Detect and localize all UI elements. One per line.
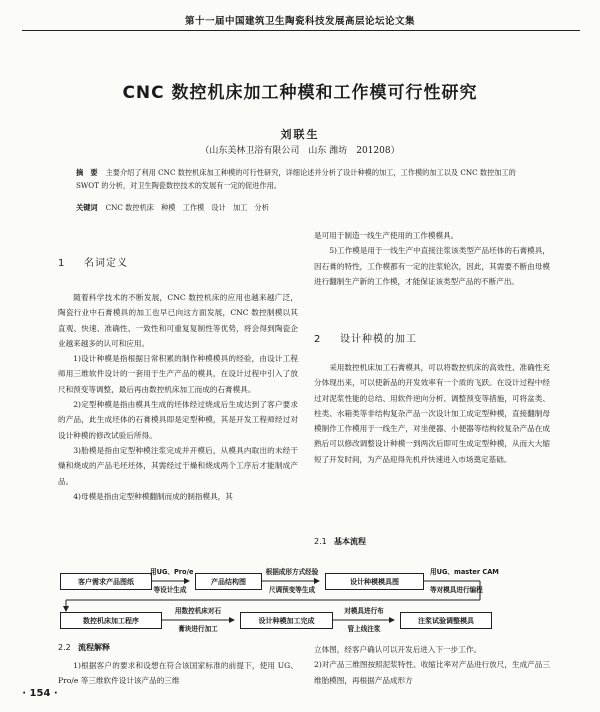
- paragraph: 采用数控机床加工石膏模具，可以将数控机床的高效性、准确性充分体现出来，可以使新品的开发效率有一个质的飞跃。在设计过程中经过对泥浆性能的总结、用软件逆向分析、调整预变等措施，可将盆类、柱类、水箱类等非结构复杂产品一次设计加工成定型种模，直接翻制母模制作工作模用于一线生产，对坐便器、小便器等结构较复杂产品在成熟后可以修改调整设计种模一到两次后即可生成定型种模，从而大大缩短了开发时间，为产品迎得先机并快速进入市场奠定基础。: [314, 363, 550, 464]
- subsection-2-2-heading: [58, 642, 110, 653]
- flow-label: 用数控机床对石: [174, 607, 222, 615]
- flow-box-customer-drawing: 客户需求产品图纸: [60, 573, 152, 590]
- paragraph: 是可用于制造一线生产使用的工作模模具。: [314, 231, 459, 240]
- bottom-right-text: 立体图，经客户确认可以开发后进入下一步工作。 2)对产品三维图按照泥浆特性、收缩比率对产品进行放尺，生成产品三维胎模图，再根据产品成形方: [314, 645, 550, 685]
- flow-box-design-mould-drawing: 设计种模模具图: [325, 573, 424, 590]
- paragraph: 随着科学技术的不断发展，CNC 数控机床的应用也越来越广泛，陶瓷行业中石膏模具的加工也早已向这方面发展，CNC 数控制模以其直观、快速、准确性、一致性和可重复复制性等优势，将会得到陶瓷企业越来越多的认可和应用。: [58, 293, 298, 348]
- flow-box-structure: 产品结构图: [195, 573, 262, 590]
- subsection-2-2-title: 流程解释: [78, 643, 110, 652]
- flow-box-slip-test: 注浆试验调整模具: [400, 612, 492, 629]
- flow-label: 等对模具进行编程: [430, 586, 483, 594]
- flow-box-mould-complete: 设计种模加工完成: [240, 612, 333, 629]
- paragraph: 2)定型种模是指由模具生成的坯体经过烧成后生成达到了客户要求的产品，此生成坯体的石膏模具即是定型种模，其是开发工程师经过对设计种模的修改试验后所得。: [58, 400, 298, 440]
- flow-label: 膏块进行加工: [178, 625, 218, 633]
- subsection-2-1-title: 基本流程: [334, 537, 366, 546]
- paper-title: CNC 数控机床加工种模和工作模可行性研究: [122, 83, 478, 103]
- flow-label: 用UG、Pro/e: [150, 568, 194, 576]
- keywords-label: 关键词: [76, 203, 98, 212]
- flow-box-cnc-program: 数控机床加工程序: [60, 612, 162, 629]
- abstract-text: 主要介绍了利用 CNC 数控机床加工种模的可行性研究，详细论述并分析了设计种模的加工，工作模的加工以及 CNC 数控加工的 SWOT 的分析，对卫生陶瓷数控技术的发展有一定的促进作用。: [76, 168, 516, 190]
- subsection-2-2-number: 2.2: [58, 643, 71, 652]
- flow-label: 用UG、master CAM: [430, 568, 499, 576]
- section-1-number: 1: [58, 258, 66, 269]
- flow-label: 根据成形方式经验: [265, 568, 319, 576]
- bottom-left-text: [58, 658, 298, 689]
- abstract-label: 摘 要: [76, 168, 98, 177]
- running-header: 第十一届中国建筑卫生陶瓷科技发展高层论坛论文集: [184, 16, 415, 27]
- paragraph: 1)设计种模是指根据日常积累的制作种模模具的经验，由设计工程师用三维软件设计的一套用于生产产品的模具，在设计过程中引入了放尺和预变等调整，最后再由数控机床加工而成的石膏模具。: [58, 354, 298, 394]
- subsection-2-1-number: 2.1: [314, 537, 327, 546]
- flow-label: 等设计生成: [153, 586, 187, 594]
- section-2-number: 2: [314, 334, 322, 345]
- author-name: 刘联生: [280, 128, 320, 141]
- section-1-title: 名词定义: [84, 258, 128, 269]
- keywords-text: CNC 数控机床 种模 工作模 设计 加工 分析: [105, 203, 269, 212]
- paragraph: 4)母模是指由定型种模翻制而成的制指模具，其: [73, 491, 233, 501]
- flow-label: 管上线注浆: [347, 625, 381, 633]
- paragraph: 3)胎模是指由定型种模注浆完成并开模后，从模具内取出的未经干燥和烧成的产品毛坯坯体，其需经过干燥和烧成两个工序后才能制成产品。: [58, 445, 298, 486]
- flow-label: 尺调预变等生成: [268, 586, 316, 594]
- affiliation: （山东美林卫浴有限公司 山东 潍坊 201208）: [200, 146, 400, 156]
- paragraph: 5)工作模是用于一线生产中直接注浆该类型产品坯体的石膏模具，因石膏的特性，工作模都有一定的注浆轮次，因此，其需要不断由母模进行翻制生产新的工作模，才能保证该类型产品的不断产出。: [314, 246, 550, 286]
- flow-label: 对模具进行布: [344, 607, 384, 615]
- paragraph: 1)根据客户的要求和设想在符合该国家标准的前提下，使用 UG、Pro/e 等三维软件设计该产品的三维: [58, 661, 298, 686]
- page-number: · 154 ·: [22, 688, 58, 699]
- section-2-title: 设计种模的加工: [340, 334, 417, 345]
